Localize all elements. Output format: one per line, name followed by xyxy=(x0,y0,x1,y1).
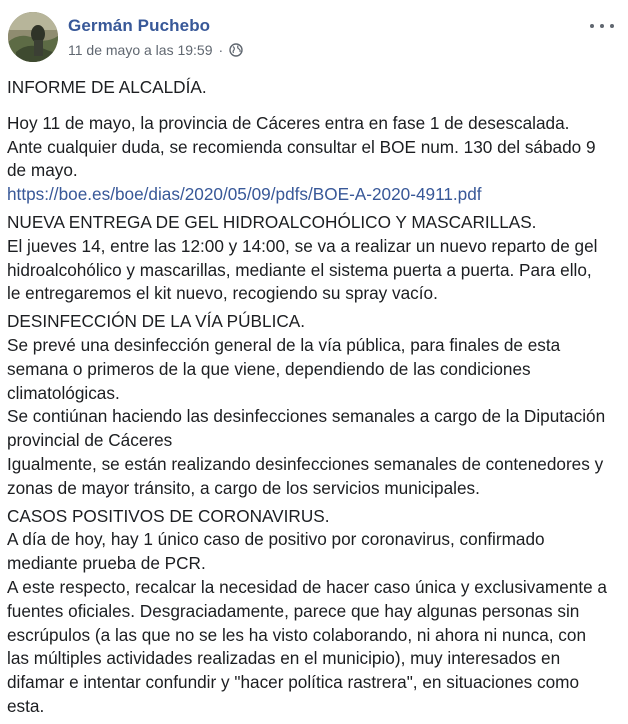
casos-line: A este respecto, recalcar la necesidad de hacer caso única y exclusivamente a xyxy=(7,576,607,597)
meta-separator: · xyxy=(218,42,224,58)
casos-line: las múltiples actividades realizadas en el municipio), muy interesados en xyxy=(7,648,561,669)
post-header xyxy=(8,12,628,68)
casos-line: fuentes oficiales. Desgraciadamente, parece que hay algunas personas sin xyxy=(7,600,580,621)
post-meta xyxy=(68,42,243,58)
section-heading-gel: NUEVA ENTREGA DE GEL HIDROALCOHÓLICO Y MASCARILLAS. xyxy=(7,211,537,232)
desinfeccion-line: zonas de mayor tránsito, a cargo de los servicios municipales. xyxy=(7,477,480,498)
intro-line: de mayo. xyxy=(7,160,78,181)
post-body xyxy=(7,76,622,719)
casos-line: mediante prueba de PCR. xyxy=(7,553,206,574)
gel-line: hidroalcohólico y mascarillas, mediante el sistema puerta a puerta. Para ello, xyxy=(7,259,592,280)
post-title: INFORME DE ALCALDÍA. xyxy=(7,77,207,97)
desinfeccion-line: semana o primeros de la que viene, dependiendo de las condiciones xyxy=(7,358,531,379)
intro-line: Hoy 11 de mayo, la provincia de Cáceres entra en fase 1 de desescalada. xyxy=(7,112,570,133)
boe-link[interactable]: https://boe.es/boe/dias/2020/05/09/pdfs/BOE-A-2020-4911.pdf xyxy=(7,184,482,205)
avatar-image xyxy=(8,12,58,62)
more-options-icon[interactable] xyxy=(590,18,614,34)
casos-line: esta. xyxy=(7,695,45,716)
intro-line: Ante cualquier duda, se recomienda consultar el BOE num. 130 del sábado 9 xyxy=(7,136,596,157)
casos-line: escrúpulos (a las que no se les ha visto colaborando, ni ahora ni nunca, con xyxy=(7,624,587,645)
desinfeccion-line: climatológicas. xyxy=(7,382,120,403)
section-heading-casos: CASOS POSITIVOS DE CORONAVIRUS. xyxy=(7,505,330,526)
desinfeccion-line: Igualmente, se están realizando desinfecciones semanales de contenedores y xyxy=(7,453,604,474)
post-timestamp[interactable]: 11 de mayo a las 19:59 xyxy=(68,42,213,58)
desinfeccion-line: provincial de Cáceres xyxy=(7,430,173,451)
casos-line: difamar e intentar confundir y "hacer política rastrera", en situaciones como xyxy=(7,672,580,693)
gel-line: El jueves 14, entre las 12:00 y 14:00, se va a realizar un nuevo reparto de gel xyxy=(7,235,598,256)
section-heading-desinfeccion: DESINFECCIÓN DE LA VÍA PÚBLICA. xyxy=(7,311,306,332)
author-name[interactable]: Germán Puchebo xyxy=(68,16,211,35)
dot xyxy=(610,24,614,28)
casos-line: A día de hoy, hay 1 único caso de positivo por coronavirus, confirmado xyxy=(7,529,545,550)
globe-icon[interactable] xyxy=(229,43,243,57)
desinfeccion-line: Se contiúnan haciendo las desinfecciones semanales a cargo de la Diputación xyxy=(7,406,606,427)
desinfeccion-line: Se prevé una desinfección general de la vía pública, para finales de esta xyxy=(7,334,561,355)
author-avatar[interactable] xyxy=(8,12,58,62)
dot xyxy=(590,24,594,28)
gel-line: le entregaremos el kit nuevo, recogiendo su spray vacío. xyxy=(7,283,438,304)
dot xyxy=(600,24,604,28)
